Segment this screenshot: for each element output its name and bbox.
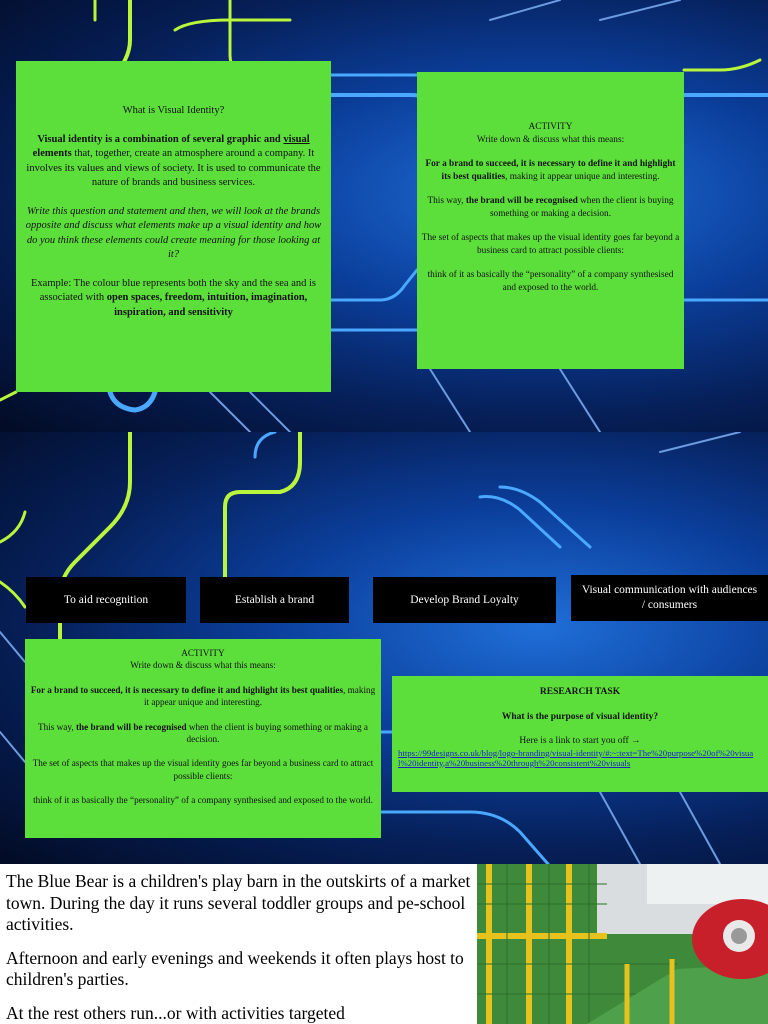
purpose-pill-recognition: To aid recognition — [26, 577, 186, 623]
activity-subheading: Write down & discuss what this means: — [130, 660, 276, 671]
activity-subheading: Write down & discuss what this means: — [476, 134, 625, 145]
activity-p2-start: This way, — [38, 721, 74, 732]
example-bold: open spaces, freedom, intuition, imagination, inspiration, and sensitivity — [106, 292, 308, 318]
activity-p1 — [421, 158, 680, 183]
activity-p4: think of it as basically the “personality” of a company synthesised and exposed to the world. — [33, 795, 373, 806]
activity-p1-rest: , making it appear unique and interesting. — [143, 684, 376, 708]
activity-p2-bold: the brand will be recognised — [465, 196, 578, 206]
definition-paragraph — [22, 133, 325, 191]
activity-heading: ACTIVITY — [181, 648, 225, 658]
activity-p3: The set of aspects that makes up the visual identity goes far beyond a business card to attract possible clients: — [32, 758, 374, 781]
example-paragraph — [22, 277, 325, 321]
purpose-pill-brand: Establish a brand — [200, 577, 349, 623]
research-link[interactable]: https://99designs.co.uk/blog/logo-branding/visual-identity/#:~:text=The%20purpose%20of%20visual%20identity,a%20business%20through%20consistent%20visuals — [398, 747, 754, 768]
example-text: Example: The colour blue represents both the sky and the sea and is associated with — [31, 277, 316, 303]
case-study-section — [0, 864, 768, 1024]
case-study-p3: At the rest others run...or with activities targeted — [6, 1002, 345, 1023]
definition-bold-underlined: visual — [283, 133, 310, 145]
slide-purpose — [0, 432, 768, 864]
research-question: What is the purpose of visual identity? — [501, 711, 659, 722]
purpose-pill-communication: Visual communication with audiences / consumers — [571, 575, 768, 621]
activity-p2 — [30, 721, 376, 746]
research-heading: RESEARCH TASK — [539, 687, 621, 697]
activity-p4: think of it as basically the “personality” of a company synthesised and exposed to the world. — [427, 270, 674, 293]
activity-box — [25, 639, 381, 838]
definition-bold: Visual identity is a combination of several graphic and — [37, 133, 281, 145]
activity-p1-bold: For a brand to succeed, it is necessary to define it and highlight its best qualities — [425, 159, 676, 182]
case-study-p1: The Blue Bear is a children's play barn in the outskirts of a market town. During the day it runs several toddler groups and pe-school activities. — [6, 871, 471, 934]
activity-p2 — [421, 195, 680, 220]
activity-box — [417, 72, 684, 369]
box-title: What is Visual Identity? — [122, 105, 225, 116]
instruction-paragraph: Write this question and statement and then, we will look at the brands opposite and discuss what elements make up a visual identity and how do you think these elements could create meaning for those looking at it? — [25, 205, 322, 260]
slide-visual-identity — [0, 0, 768, 432]
play-barn-photo — [477, 864, 768, 1024]
definition-bold-2: elements — [32, 148, 72, 159]
activity-p1-rest: , making it appear unique and interesting. — [505, 171, 660, 182]
definition-rest: that, together, create an atmosphere around a company. It involves its values and views of society. It is used to communicate the nature of brands and business services. — [26, 148, 321, 188]
research-link-intro: Here is a link to start you off → — [519, 736, 641, 746]
activity-p2-end: when the client is buying something or making a decision. — [489, 196, 674, 219]
activity-p1-bold: For a brand to succeed, it is necessary to define it and highlight its best qualities — [30, 684, 344, 695]
activity-heading: ACTIVITY — [528, 122, 573, 132]
research-task-box — [392, 676, 768, 792]
activity-p2-start: This way, — [427, 196, 464, 206]
case-study-text — [6, 871, 472, 1024]
activity-p3: The set of aspects that makes up the visual identity goes far beyond a business card to attract possible clients: — [421, 233, 680, 256]
activity-p2-end: when the client is buying something or making a decision. — [186, 721, 368, 745]
visual-identity-definition-box — [16, 61, 331, 392]
activity-p2-bold: the brand will be recognised — [75, 721, 187, 732]
activity-p1 — [30, 684, 376, 709]
purpose-pill-loyalty: Develop Brand Loyalty — [373, 577, 556, 623]
case-study-p2: Afternoon and early evenings and weekends it often plays host to children's parties. — [6, 947, 464, 989]
